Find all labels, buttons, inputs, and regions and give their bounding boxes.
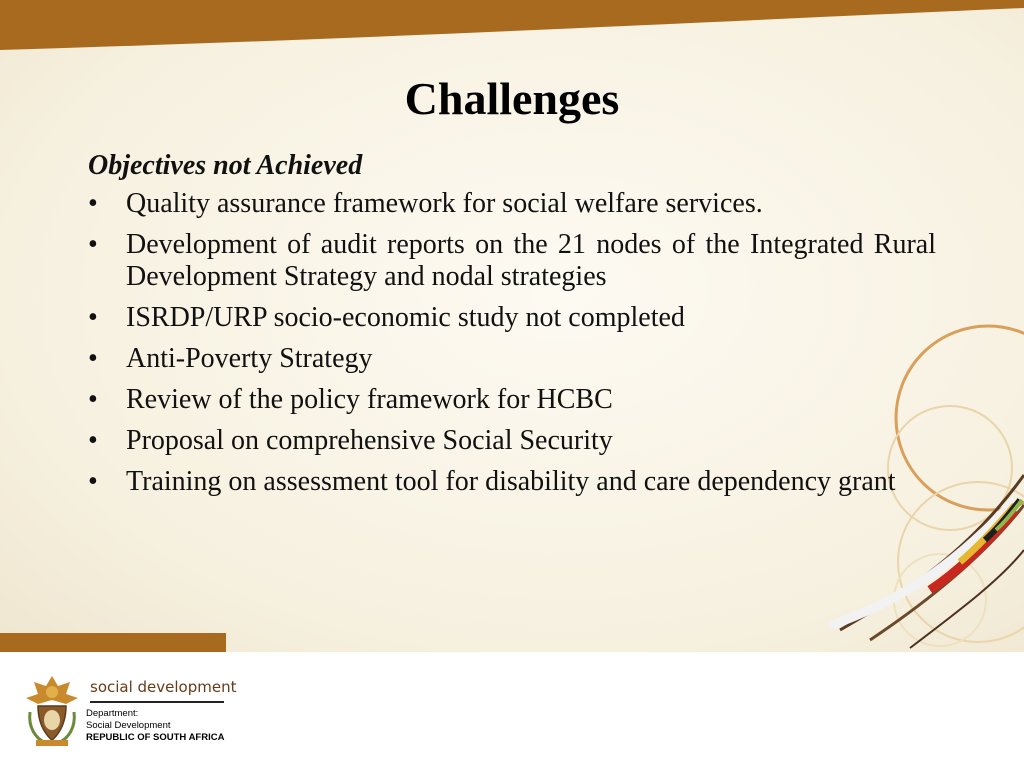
bullet-icon: • bbox=[88, 466, 98, 497]
bullet-icon: • bbox=[88, 425, 98, 456]
bullet-icon: • bbox=[88, 229, 98, 260]
bullet-item bbox=[88, 466, 936, 498]
bullet-item bbox=[88, 302, 936, 334]
bottom-accent-band bbox=[0, 633, 226, 652]
bullet-item bbox=[88, 229, 936, 293]
top-accent-band bbox=[0, 0, 1024, 60]
bullet-icon: • bbox=[88, 384, 98, 415]
bullet-text: Quality assurance framework for social welfare services. bbox=[126, 188, 763, 219]
brand-divider bbox=[90, 701, 224, 703]
bullet-item bbox=[88, 425, 936, 457]
dept-line-3: REPUBLIC OF SOUTH AFRICA bbox=[86, 732, 225, 743]
bullet-item bbox=[88, 343, 936, 375]
dept-line-1: Department: bbox=[86, 708, 139, 719]
bullet-list bbox=[88, 188, 936, 498]
bullet-text: Proposal on comprehensive Social Security bbox=[126, 425, 613, 456]
subheading: Objectives not Achieved bbox=[88, 150, 363, 181]
bullet-icon: • bbox=[88, 302, 98, 333]
department-lines bbox=[86, 708, 224, 744]
bullet-item bbox=[88, 188, 936, 220]
bullet-text: Review of the policy framework for HCBC bbox=[126, 384, 613, 415]
bullet-text: Training on assessment tool for disability and care dependency grant bbox=[126, 466, 896, 497]
brand-title: social development bbox=[90, 678, 237, 696]
bullet-text: Anti-Poverty Strategy bbox=[126, 343, 373, 374]
coat-of-arms-icon bbox=[22, 672, 82, 748]
bullet-text: Development of audit reports on the 21 nodes of the Integrated Rural Development Strategy and nodal strategies bbox=[126, 229, 936, 292]
bullet-icon: • bbox=[88, 343, 98, 374]
slide-title: Challenges bbox=[404, 73, 620, 124]
bullet-item bbox=[88, 384, 936, 416]
bullet-icon: • bbox=[88, 188, 98, 219]
bullet-text: ISRDP/URP socio-economic study not completed bbox=[126, 302, 685, 333]
slide-content bbox=[88, 150, 936, 507]
dept-line-2: Social Development bbox=[86, 720, 171, 731]
